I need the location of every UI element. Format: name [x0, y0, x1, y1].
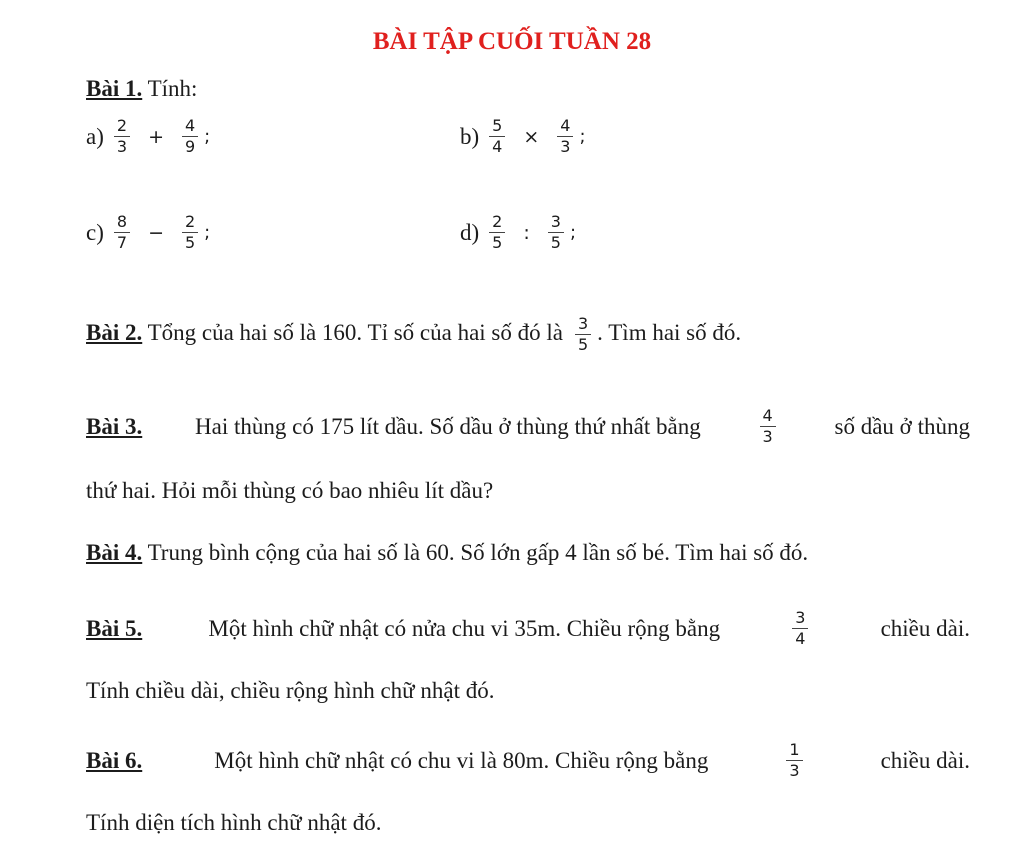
exercise-5-line-1 — [86, 608, 970, 649]
numerator: 2 — [116, 116, 128, 135]
exercise-5-label: Bài 5. — [86, 615, 143, 641]
item-label: c) — [86, 219, 104, 245]
exercise-1d — [460, 212, 576, 253]
fraction — [489, 212, 505, 253]
exercise-2-label: Bài 2. — [86, 319, 143, 345]
fraction — [792, 608, 808, 649]
denominator: 5 — [182, 232, 198, 253]
denominator: 5 — [548, 232, 564, 253]
semicolon: ; — [204, 222, 211, 243]
operator: − — [148, 221, 164, 244]
exercise-5-line-2: Tính chiều dài, chiều rộng hình chữ nhật đó. — [86, 678, 495, 703]
numerator: 2 — [184, 212, 196, 231]
operator: : — [523, 221, 530, 244]
numerator: 3 — [550, 212, 561, 231]
exercise-1b — [460, 116, 586, 157]
exercise-6-line-1 — [86, 740, 970, 781]
exercise-3-text: Hai thùng có 175 lít dầu. Số dầu ở thùng thứ nhất bằng — [195, 413, 701, 439]
numerator: 4 — [762, 406, 773, 425]
numerator: 8 — [116, 212, 128, 231]
fraction — [548, 212, 564, 253]
exercise-4-text: Trung bình cộng của hai số là 60. Số lớn gấp 4 lần số bé. Tìm hai số đó. — [142, 540, 809, 565]
exercise-4 — [86, 540, 808, 566]
item-label: b) — [460, 123, 480, 149]
fraction — [489, 116, 505, 157]
exercise-4-label: Bài 4. — [86, 540, 143, 565]
item-label: a) — [86, 123, 104, 149]
exercise-6-label: Bài 6. — [86, 747, 143, 773]
denominator: 3 — [760, 426, 776, 447]
exercise-1-text: Tính: — [142, 76, 198, 101]
exercise-1a — [86, 116, 210, 157]
exercise-1-heading — [86, 76, 197, 102]
fraction — [182, 212, 198, 253]
exercise-6-text: Một hình chữ nhật có chu vi là 80m. Chiều rộng bằng — [214, 747, 709, 773]
exercise-6-line-2: Tính diện tích hình chữ nhật đó. — [86, 810, 382, 835]
denominator: 4 — [792, 628, 808, 649]
fraction — [786, 740, 802, 781]
numerator: 2 — [492, 212, 503, 231]
worksheet-title: BÀI TẬP CUỐI TUẦN 28 — [372, 28, 652, 55]
fraction — [114, 212, 130, 253]
item-label: d) — [460, 219, 480, 245]
exercise-3-line-2: thứ hai. Hỏi mỗi thùng có bao nhiêu lít dầu? — [86, 478, 494, 503]
denominator: 9 — [182, 136, 198, 157]
fraction — [182, 116, 198, 157]
denominator: 3 — [786, 760, 802, 781]
exercise-6-text-end: chiều dài. — [880, 747, 970, 773]
denominator: 7 — [114, 232, 130, 253]
numerator: 3 — [577, 314, 589, 333]
exercise-5-text: Một hình chữ nhật có nửa chu vi 35m. Chiều rộng bằng — [208, 615, 721, 641]
denominator: 3 — [114, 136, 130, 157]
operator: + — [148, 125, 164, 148]
semicolon: ; — [204, 126, 211, 147]
numerator: 5 — [492, 116, 503, 135]
numerator: 4 — [560, 116, 571, 135]
exercise-5-text-end: chiều dài. — [880, 615, 970, 641]
denominator: 5 — [489, 232, 505, 253]
exercise-2-text: Tổng của hai số là 160. Tỉ số của hai số đó là — [142, 319, 563, 345]
exercise-3-label: Bài 3. — [86, 413, 143, 439]
semicolon: ; — [569, 222, 577, 243]
exercise-3-text-end: số dầu ở thùng — [834, 413, 970, 439]
numerator: 4 — [184, 116, 196, 135]
denominator: 5 — [575, 334, 591, 355]
fraction — [114, 116, 130, 157]
denominator: 4 — [489, 136, 505, 157]
operator: × — [523, 125, 540, 148]
exercise-3-line-1 — [86, 406, 970, 447]
fraction — [575, 314, 591, 355]
exercise-1-label: Bài 1. — [86, 76, 143, 101]
numerator: 1 — [789, 740, 800, 759]
exercise-2 — [86, 314, 741, 355]
numerator: 3 — [795, 608, 806, 627]
fraction — [557, 116, 573, 157]
semicolon: ; — [579, 126, 586, 147]
exercise-1c — [86, 212, 210, 253]
exercise-2-text-end: . Tìm hai số đó. — [597, 319, 742, 345]
denominator: 3 — [557, 136, 573, 157]
fraction — [760, 406, 776, 447]
